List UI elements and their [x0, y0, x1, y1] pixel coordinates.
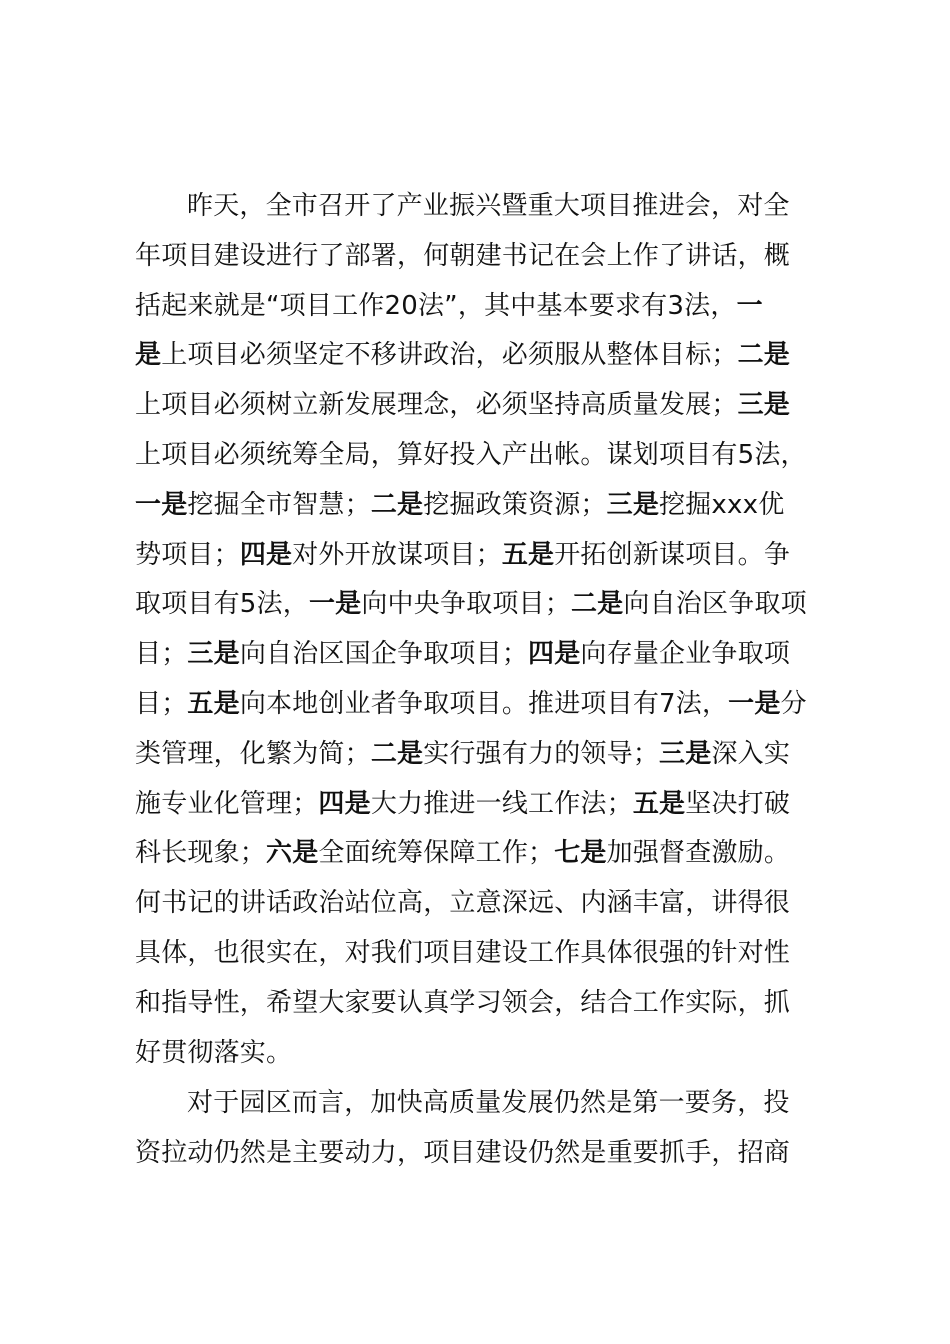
- bold-text: 二是: [370, 489, 424, 520]
- text: 昨天，全市召开了产业振兴暨重大项目推进会，对全: [187, 191, 790, 221]
- text: 开拓创新谋项目。争: [554, 539, 791, 570]
- bold-text: 三是: [659, 738, 712, 769]
- text: 深入实: [711, 738, 791, 769]
- text: 取项目有5法，: [135, 589, 309, 620]
- bold-text: 三是: [737, 390, 791, 421]
- bold-text: 四是: [318, 788, 371, 819]
- bold-text: 是: [135, 340, 162, 371]
- text: 目；: [135, 639, 188, 670]
- text: 分: [780, 689, 807, 719]
- bold-text: 二是: [737, 340, 791, 371]
- text: 何书记的讲话政治站位高，立意深远、内涵丰富，讲得很: [135, 888, 791, 919]
- text-line: [135, 828, 790, 878]
- text: 全面统筹保障工作；: [318, 838, 555, 869]
- bold-text: 二是: [370, 738, 424, 769]
- text: 具体，也很实在，对我们项目建设工作具体很强的针对性: [135, 938, 791, 968]
- bold-text: 二是: [570, 589, 624, 620]
- text: 上项目必须坚定不移讲政治，必须服从整体目标；: [161, 340, 738, 371]
- text: 大力推进一线工作法；: [370, 788, 633, 819]
- text-line: [135, 1128, 790, 1178]
- text: 目；: [135, 689, 188, 719]
- text-line: [135, 231, 790, 281]
- bold-text: 五是: [501, 539, 555, 570]
- text: 向本地创业者争取项目。推进项目有7法，: [239, 689, 729, 719]
- bold-text: 五是: [187, 689, 240, 719]
- text-line: [135, 530, 790, 580]
- text: 势项目；: [135, 539, 240, 570]
- text-line: [135, 480, 784, 530]
- text: 资拉动仍然是主要动力，项目建设仍然是重要抓手，招商: [135, 1138, 791, 1168]
- text: 括起来就是“项目工作20法”，其中基本要求有3法，: [135, 290, 737, 321]
- text-line: [135, 878, 790, 928]
- bold-text: 四是: [239, 539, 293, 570]
- text: 上项目必须树立新发展理念，必须坚持高质量发展；: [135, 390, 738, 421]
- text: 年项目建设进行了部署，何朝建书记在会上作了讲话，概: [135, 240, 791, 271]
- text-line: [135, 579, 807, 629]
- text-line: [135, 380, 790, 430]
- bold-text: 一: [736, 290, 763, 321]
- text-line: [135, 281, 763, 331]
- text: 加强督查激励。: [606, 838, 791, 869]
- bold-text: 七是: [554, 838, 607, 869]
- text: 和指导性，希望大家要认真学习领会，结合工作实际，抓: [135, 987, 791, 1018]
- bold-text: 一是: [728, 689, 781, 719]
- bold-text: 一是: [308, 589, 362, 620]
- text-line: [135, 330, 790, 380]
- text: 类管理，化繁为简；: [135, 738, 371, 769]
- text-line: [135, 928, 790, 978]
- text: 上项目必须统筹全局，算好投入产出帐。谋划项目有5法，: [135, 440, 807, 470]
- text-line: [135, 629, 790, 679]
- text-line: [135, 430, 807, 480]
- text: 施专业化管理；: [135, 788, 319, 819]
- text-line: [187, 181, 790, 231]
- text-line: [135, 679, 807, 729]
- bold-text: 五是: [632, 788, 686, 819]
- text: 对于园区而言，加快高质量发展仍然是第一要务，投: [187, 1088, 790, 1118]
- text: 实行强有力的领导；: [423, 738, 660, 769]
- text-line: [135, 729, 790, 779]
- bold-text: 一是: [135, 489, 188, 520]
- bold-text: 六是: [266, 838, 319, 869]
- text: 科长现象；: [135, 838, 267, 869]
- text-line: [187, 1078, 790, 1128]
- text-line: [135, 779, 790, 829]
- text: 挖掘xxx优: [659, 489, 785, 520]
- text: 向自治区争取项: [623, 589, 807, 620]
- text: 对外开放谋项目；: [292, 539, 502, 570]
- text: 向中央争取项目；: [361, 589, 571, 620]
- text: 挖掘全市智慧；: [187, 489, 371, 520]
- text: 向自治区国企争取项目；: [239, 639, 529, 670]
- text: 挖掘政策资源；: [423, 489, 607, 520]
- text: 坚决打破: [685, 788, 791, 819]
- bold-text: 三是: [187, 639, 240, 670]
- text-line: [135, 978, 790, 1028]
- text: 好贯彻落实。: [135, 1037, 293, 1068]
- text: 向存量企业争取项: [580, 639, 791, 670]
- bold-text: 三是: [606, 489, 660, 520]
- text-line: [135, 1028, 292, 1078]
- bold-text: 四是: [528, 639, 581, 670]
